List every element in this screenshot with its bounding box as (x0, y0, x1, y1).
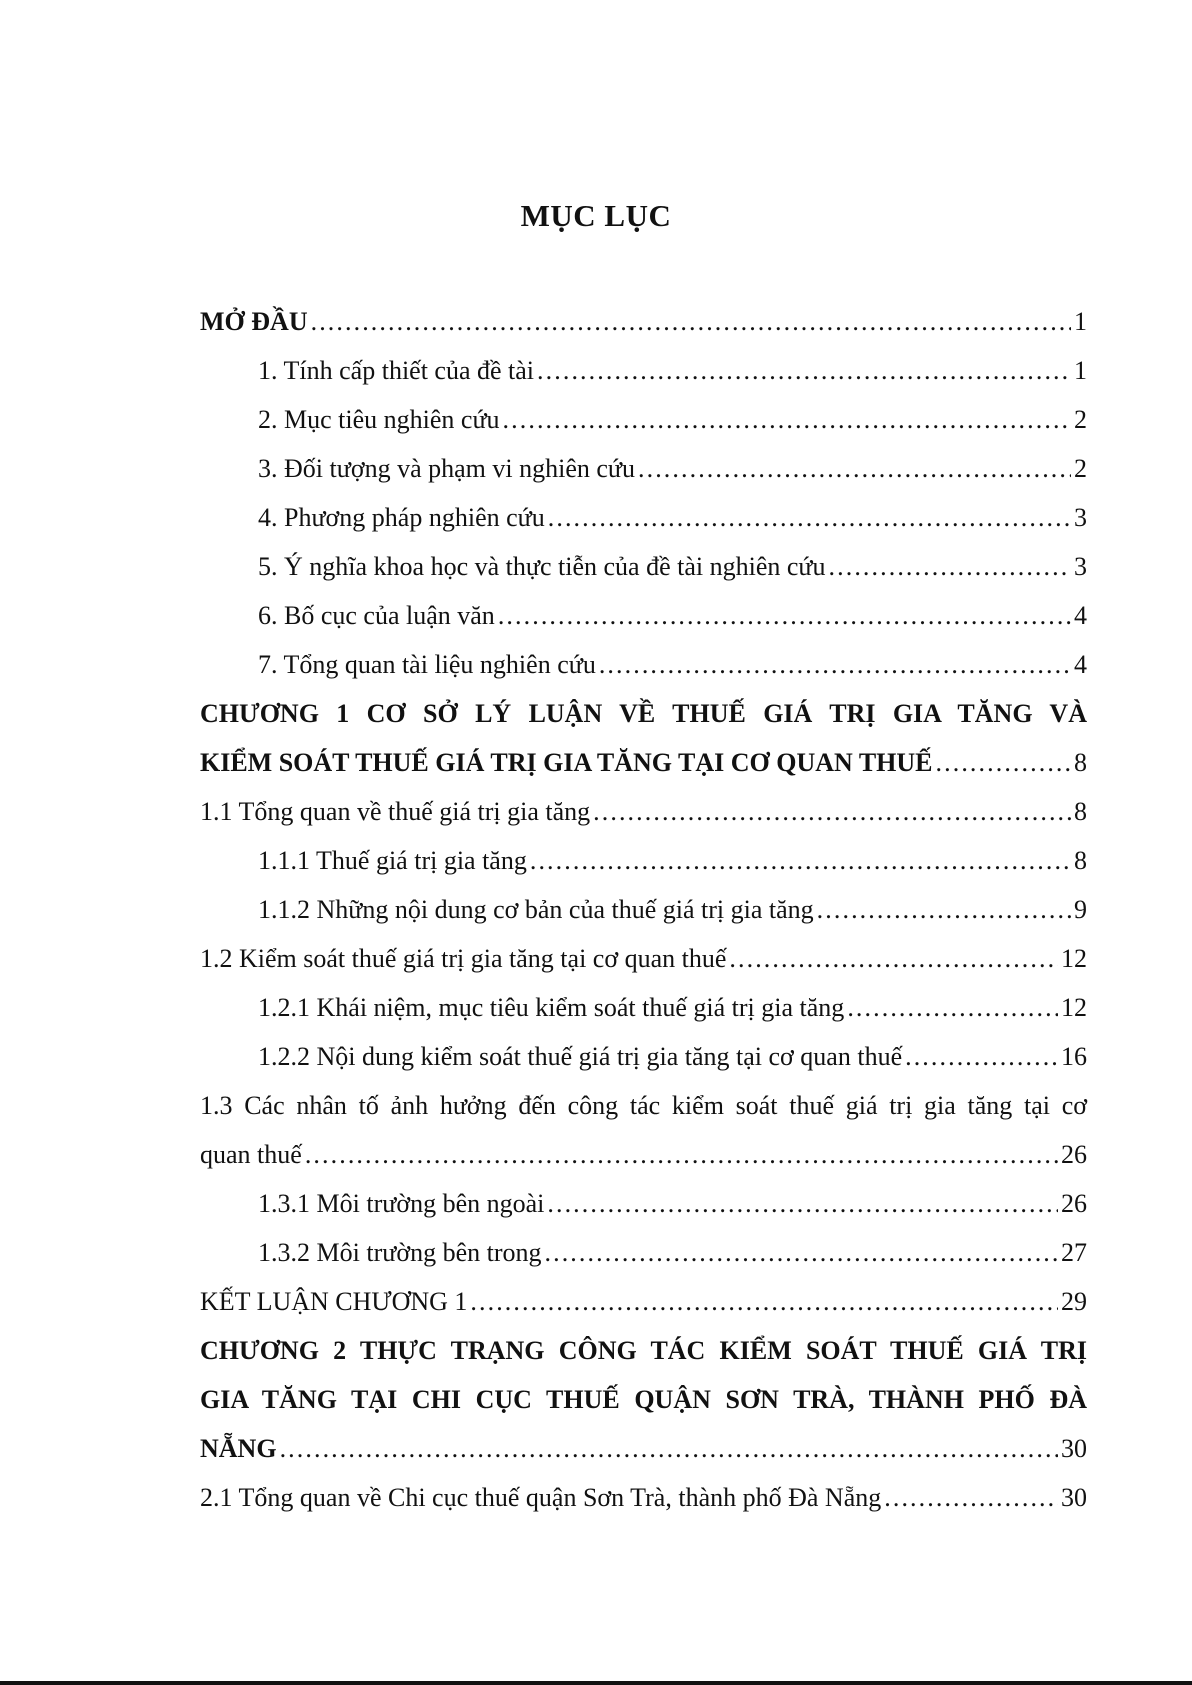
toc-page-number: 8 (1074, 797, 1087, 826)
dot-leader (280, 1424, 1058, 1473)
toc-label: 2. Mục tiêu nghiên cứu (258, 405, 500, 434)
dot-leader (829, 542, 1071, 591)
toc-entry-intro-4[interactable] (200, 493, 1087, 542)
toc-entry-1-3-1[interactable] (200, 1179, 1087, 1228)
toc-entry-ket-luan-1[interactable] (200, 1277, 1087, 1326)
toc-page-number: 1 (1074, 307, 1087, 336)
toc-page-number: 8 (1074, 846, 1087, 875)
toc-entry-2-1[interactable] (200, 1473, 1087, 1522)
toc-label: KẾT LUẬN CHƯƠNG 1 (200, 1287, 468, 1316)
toc-page-number: 12 (1061, 944, 1087, 973)
toc-label: 6. Bố cục của luận văn (258, 601, 495, 630)
toc-entry-1-3-line-1[interactable]: 1.3 Các nhân tố ảnh hưởng đến công tác kiểm soát thuế giá trị gia tăng tại cơ (200, 1091, 1087, 1120)
toc-page-number: 27 (1061, 1238, 1087, 1267)
dot-leader (729, 934, 1058, 983)
dot-leader (498, 591, 1071, 640)
toc-entry-intro-1[interactable] (200, 346, 1087, 395)
toc-page-number: 9 (1074, 895, 1087, 924)
toc-label: 1. Tính cấp thiết của đề tài (258, 356, 535, 385)
toc-label: 3. Đối tượng và phạm vi nghiên cứu (258, 454, 635, 483)
dot-leader (537, 346, 1071, 395)
page-bottom-edge (0, 1681, 1192, 1685)
toc-entry-chapter-2-line-1[interactable]: CHƯƠNG 2 THỰC TRẠNG CÔNG TÁC KIỂM SOÁT THUẾ GIÁ TRỊ (200, 1336, 1087, 1365)
toc-page-number: 30 (1061, 1434, 1087, 1463)
toc-label: 1.2.1 Khái niệm, mục tiêu kiểm soát thuế giá trị gia tăng (258, 993, 845, 1022)
toc-label: KIỂM SOÁT THUẾ GIÁ TRỊ GIA TĂNG TẠI CƠ QUAN THUẾ (200, 748, 933, 777)
toc-label: 4. Phương pháp nghiên cứu (258, 503, 545, 532)
dot-leader (503, 395, 1071, 444)
toc-label: 1.2.2 Nội dung kiểm soát thuế giá trị gia tăng tại cơ quan thuế (258, 1042, 903, 1071)
toc-entry-chapter-1[interactable] (200, 738, 1087, 787)
toc-entry-1-2[interactable] (200, 934, 1087, 983)
dot-leader (470, 1277, 1058, 1326)
toc-entry-1-1[interactable] (200, 787, 1087, 836)
toc-label: 1.3.2 Môi trường bên trong (258, 1238, 542, 1267)
dot-leader (638, 444, 1071, 493)
dot-leader (530, 836, 1071, 885)
dot-leader (817, 885, 1071, 934)
toc-page-number: 8 (1074, 748, 1087, 777)
toc-label: MỞ ĐẦU (200, 307, 308, 336)
toc-page-number: 29 (1061, 1287, 1087, 1316)
dot-leader (905, 1032, 1058, 1081)
dot-leader (936, 738, 1071, 787)
toc-entry-mo-dau[interactable] (200, 297, 1087, 346)
toc-page-number: 3 (1074, 552, 1087, 581)
table-of-contents (200, 297, 1087, 1522)
toc-entry-intro-3[interactable] (200, 444, 1087, 493)
toc-label: 1.1.1 Thuế giá trị gia tăng (258, 846, 527, 875)
dot-leader (593, 787, 1071, 836)
dot-leader (599, 640, 1071, 689)
toc-label: 1.1.2 Những nội dung cơ bản của thuế giá trị gia tăng (258, 895, 814, 924)
toc-entry-1-3[interactable] (200, 1130, 1087, 1179)
toc-entry-intro-5[interactable] (200, 542, 1087, 591)
toc-label: 1.3.1 Môi trường bên ngoài (258, 1189, 545, 1218)
toc-entry-chapter-2-line-2[interactable]: GIA TĂNG TẠI CHI CỤC THUẾ QUẬN SƠN TRÀ, THÀNH PHỐ ĐÀ (200, 1385, 1087, 1414)
toc-entry-1-3-2[interactable] (200, 1228, 1087, 1277)
toc-page-number: 2 (1074, 454, 1087, 483)
toc-entry-1-1-2[interactable] (200, 885, 1087, 934)
toc-page-number: 30 (1061, 1483, 1087, 1512)
toc-label: 5. Ý nghĩa khoa học và thực tiễn của đề tài nghiên cứu (258, 552, 826, 581)
toc-label: quan thuế (200, 1140, 302, 1169)
dot-leader (305, 1130, 1058, 1179)
toc-label: NẴNG (200, 1434, 277, 1463)
page-title: MỤC LỤC (520, 198, 672, 233)
toc-entry-intro-7[interactable] (200, 640, 1087, 689)
toc-label: 1.1 Tổng quan về thuế giá trị gia tăng (200, 797, 591, 826)
toc-entry-chapter-1-line-1[interactable]: CHƯƠNG 1 CƠ SỞ LÝ LUẬN VỀ THUẾ GIÁ TRỊ GIA TĂNG VÀ (200, 699, 1087, 728)
dot-leader (545, 1228, 1059, 1277)
dot-leader (548, 493, 1071, 542)
toc-page-number: 26 (1061, 1140, 1087, 1169)
toc-entry-1-2-1[interactable] (200, 983, 1087, 1032)
dot-leader (547, 1179, 1058, 1228)
toc-page-number: 2 (1074, 405, 1087, 434)
toc-page-number: 16 (1061, 1042, 1087, 1071)
dot-leader (847, 983, 1058, 1032)
toc-label: 1.2 Kiểm soát thuế giá trị gia tăng tại cơ quan thuế (200, 944, 727, 973)
toc-page-number: 4 (1074, 650, 1087, 679)
dot-leader (311, 297, 1071, 346)
toc-entry-chapter-2[interactable] (200, 1424, 1087, 1473)
toc-entry-1-1-1[interactable] (200, 836, 1087, 885)
toc-label: 2.1 Tổng quan về Chi cục thuế quận Sơn Trà, thành phố Đà Nẵng (200, 1483, 882, 1512)
toc-page-number: 1 (1074, 356, 1087, 385)
toc-page-number: 4 (1074, 601, 1087, 630)
toc-page-number: 26 (1061, 1189, 1087, 1218)
toc-entry-intro-6[interactable] (200, 591, 1087, 640)
toc-page-number: 12 (1061, 993, 1087, 1022)
toc-page-number: 3 (1074, 503, 1087, 532)
toc-entry-1-2-2[interactable] (200, 1032, 1087, 1081)
toc-label: 7. Tổng quan tài liệu nghiên cứu (258, 650, 596, 679)
toc-entry-intro-2[interactable] (200, 395, 1087, 444)
dot-leader (884, 1473, 1058, 1522)
